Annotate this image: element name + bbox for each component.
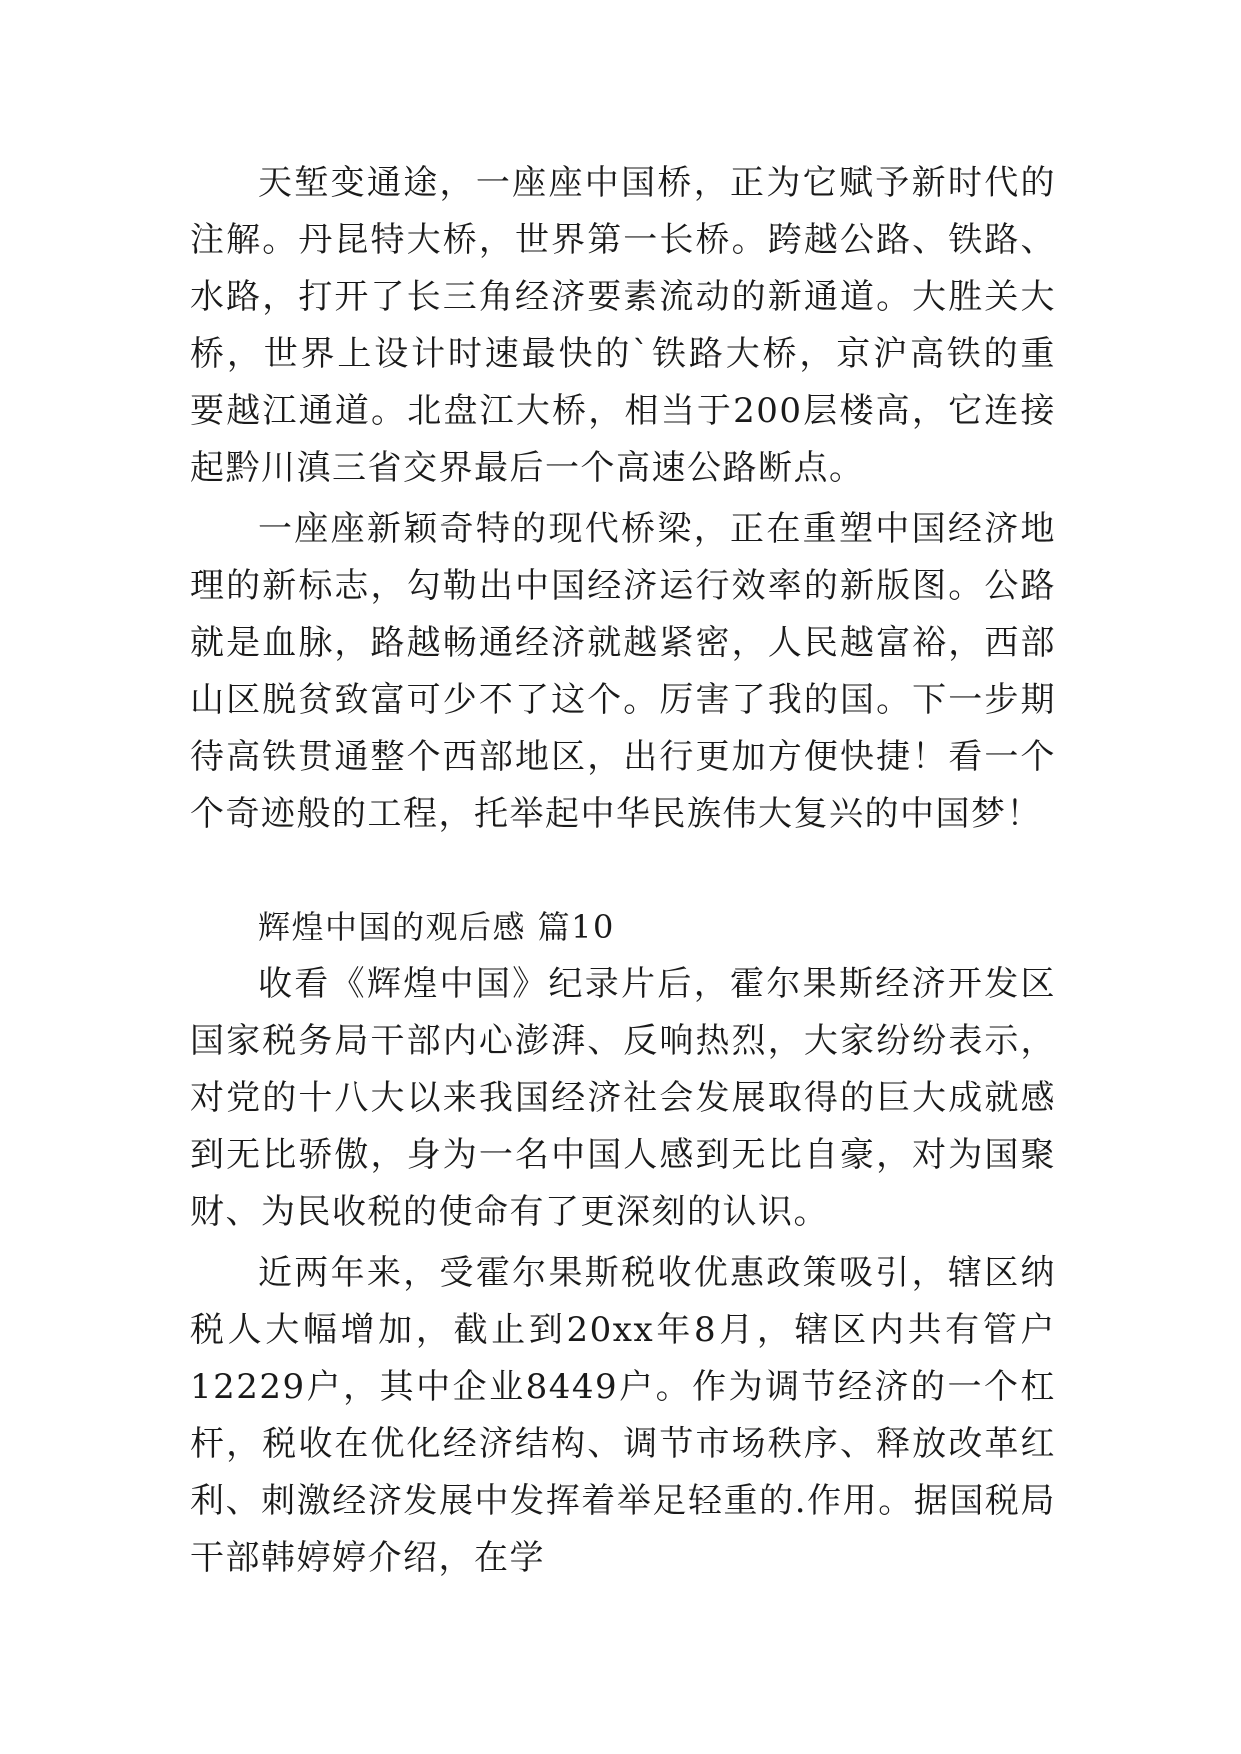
paragraph-modern-bridges: 一座座新颖奇特的现代桥梁，正在重塑中国经济地理的新标志，勾勒出中国经济运行效率的新版图。公路就是血脉，路越畅通经济就越紧密，人民越富裕，西部山区脱贫致富可少不了这个。厉害了我的国。下一步期待高铁贯通整个西部地区，出行更加方便快捷！看一个个奇迹般的工程，托举起中华民族伟大复兴的中国梦！	[190, 509, 1056, 834]
paragraph-tax-growth: 近两年来，受霍尔果斯税收优惠政策吸引，辖区纳税人大幅增加，截止到20xx年8月，辖区内共有管户12229户，其中企业8449户。作为调节经济的一个杠杆，税收在优化经济结构、调节市场秩序、释放改革红利、刺激经济发展中发挥着举足轻重的.作用。据国税局干部韩婷婷介绍，在学	[190, 1253, 1056, 1578]
document-body	[190, 155, 1056, 1587]
section-heading: 辉煌中国的观后感 篇10	[258, 908, 615, 946]
paragraph-bridges: 天堑变通途，一座座中国桥，正为它赋予新时代的注解。丹昆特大桥，世界第一长桥。跨越公路、铁路、水路，打开了长三角经济要素流动的新通道。大胜关大桥，世界上设计时速最快的`铁路大桥，京沪高铁的重要越江通道。北盘江大桥，相当于200层楼高，它连接起黔川滇三省交界最后一个高速公路断点。	[190, 163, 1056, 488]
paragraph-documentary-reaction: 收看《辉煌中国》纪录片后，霍尔果斯经济开发区国家税务局干部内心澎湃、反响热烈，大家纷纷表示，对党的十八大以来我国经济社会发展取得的巨大成就感到无比骄傲，身为一名中国人感到无比自豪，对为国聚财、为民收税的使命有了更深刻的认识。	[190, 964, 1056, 1232]
